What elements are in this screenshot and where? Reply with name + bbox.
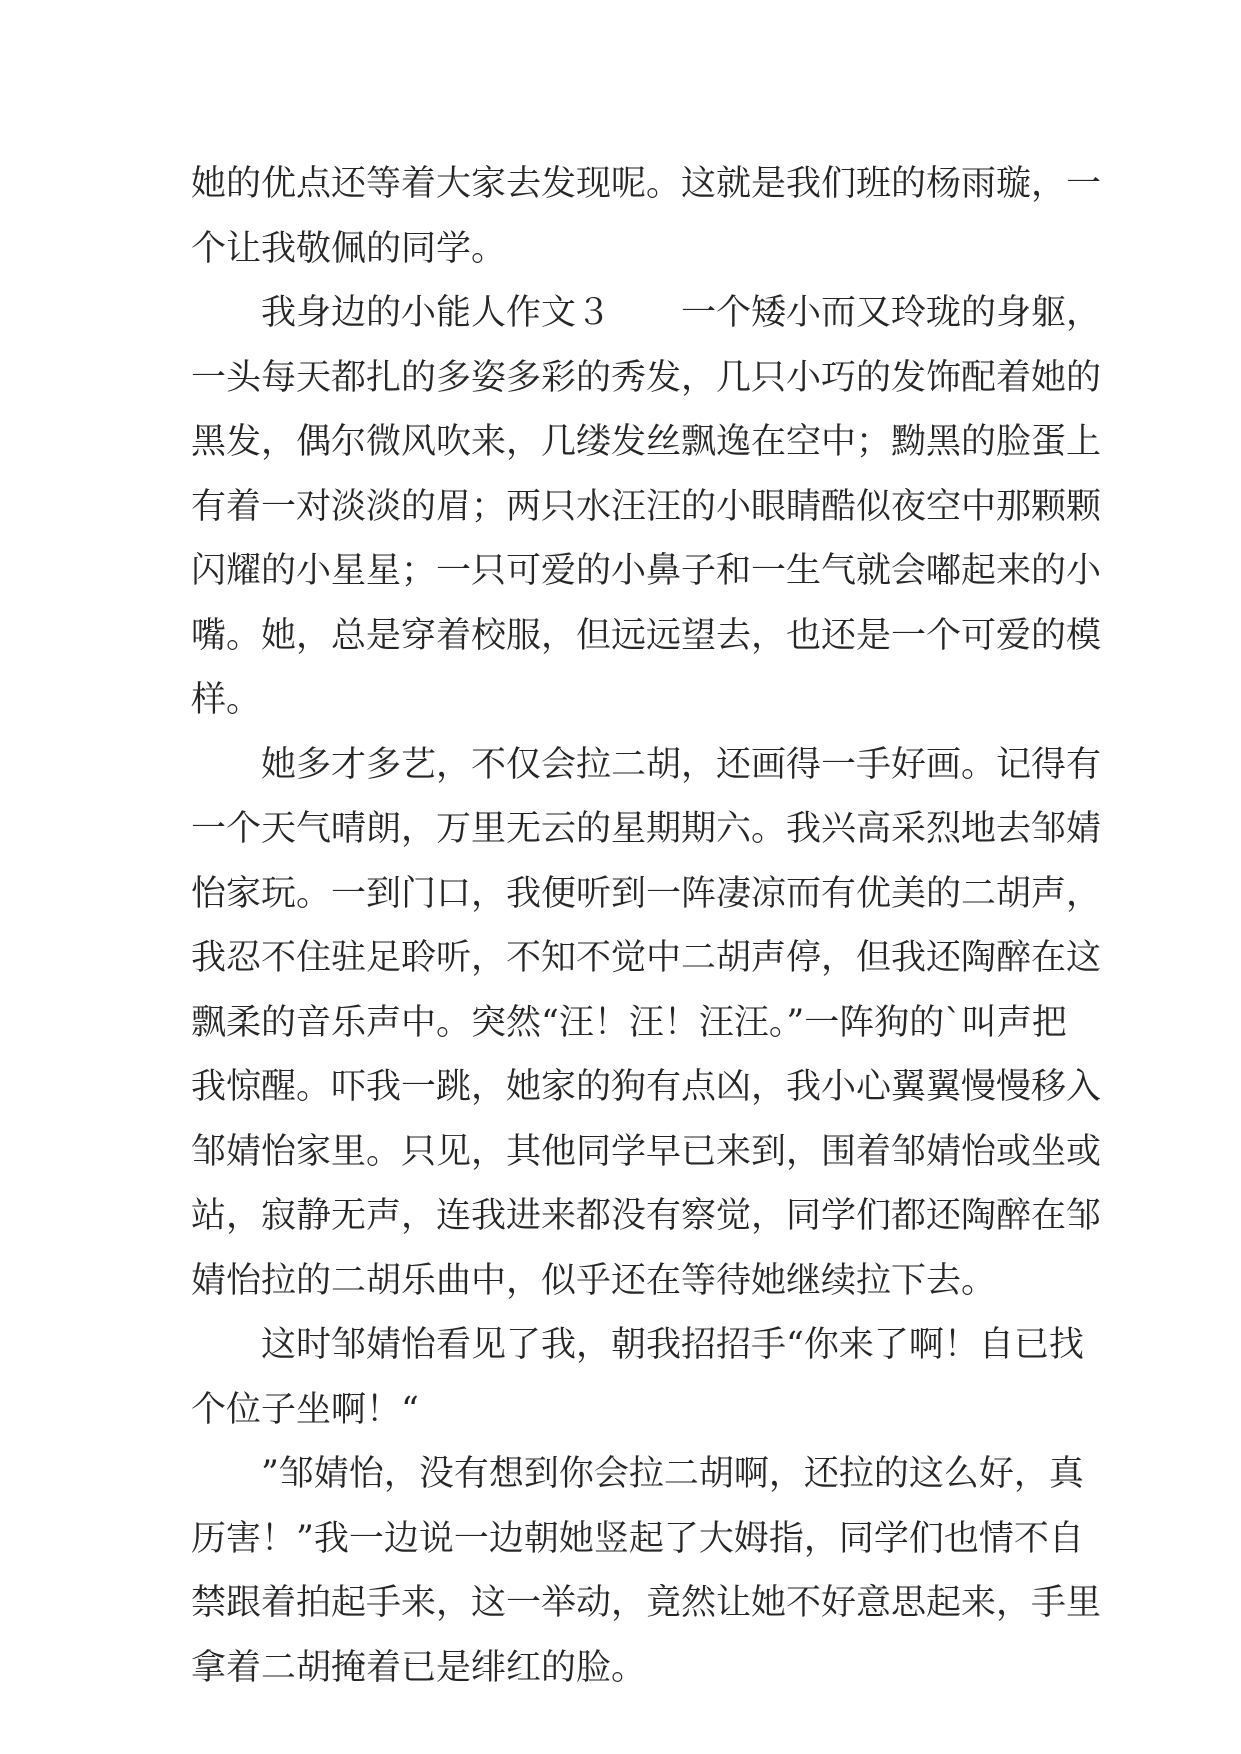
essay-heading-line: 我身边的小能人作文３ 一个矮小而又玲珑的身躯， <box>261 293 1102 333</box>
text-line: 邹婧怡家里。只见，其他同学早已来到，围着邹婧怡或坐或 <box>191 1131 1102 1172</box>
text-line: 站，寂静无声，连我进来都没有察觉，同学们都还陶醉在邹 <box>191 1196 1102 1236</box>
text-line: 历害！”我一边说一边朝她竖起了大姆指，同学们也情不自 <box>191 1518 1084 1559</box>
text-line: 这时邹婧怡看见了我，朝我招招手“你来了啊！自已找 <box>261 1325 1084 1365</box>
text-line: 一个天气晴朗，万里无云的星期期六。我兴高采烈地去邹婧 <box>191 809 1102 849</box>
text-line: 个位子坐啊！“ <box>191 1389 419 1430</box>
paragraph-4 <box>191 1313 1084 1442</box>
paragraph-5 <box>191 1442 1102 1700</box>
text-line: 她多才多艺，不仅会拉二胡，还画得一手好画。记得有 <box>261 744 1102 785</box>
paragraph-1 <box>191 152 1102 281</box>
paragraph-3 <box>191 733 1102 1314</box>
text-line: 样。 <box>191 680 262 720</box>
text-line: 个让我敬佩的同学。 <box>191 228 507 269</box>
text-line: 飘柔的音乐声中。突然“汪！汪！汪汪。”一阵狗的`叫声把 <box>191 1002 1067 1043</box>
text-line: 我惊醒。吓我一跳，她家的狗有点凶，我小心翼翼慢慢移入 <box>191 1067 1102 1107</box>
text-line: 一头每天都扎的多姿多彩的秀发，几只小巧的发饰配着她的 <box>191 357 1102 398</box>
text-line: 拿着二胡掩着已是绯红的脸。 <box>191 1647 647 1688</box>
text-line: 禁跟着拍起手来，这一举动，竟然让她不好意思起来，手里 <box>191 1583 1102 1623</box>
text-line: 婧怡拉的二胡乐曲中，似乎还在等待她继续拉下去。 <box>191 1260 997 1301</box>
text-line: 嘴。她，总是穿着校服，但远远望去，也还是一个可爱的模 <box>191 615 1102 656</box>
text-line: 她的优点还等着大家去发现呢。这就是我们班的杨雨璇，一 <box>191 164 1102 204</box>
text-line: ”邹婧怡，没有想到你会拉二胡啊，还拉的这么好，真 <box>261 1454 1084 1494</box>
text-line: 闪耀的小星星；一只可爱的小鼻子和一生气就会嘟起来的小 <box>191 551 1102 591</box>
paragraph-2 <box>191 281 1102 733</box>
text-line: 黑发，偶尔微风吹来，几缕发丝飘逸在空中；黝黑的脸蛋上 <box>191 422 1102 462</box>
text-line: 有着一对淡淡的眉；两只水汪汪的小眼睛酷似夜空中那颗颗 <box>191 486 1102 527</box>
text-line: 我忍不住驻足聆听，不知不觉中二胡声停，但我还陶醉在这 <box>191 938 1102 978</box>
text-line: 怡家玩。一到门口，我便听到一阵凄凉而有优美的二胡声， <box>191 873 1102 914</box>
essay-body <box>191 152 1102 1700</box>
